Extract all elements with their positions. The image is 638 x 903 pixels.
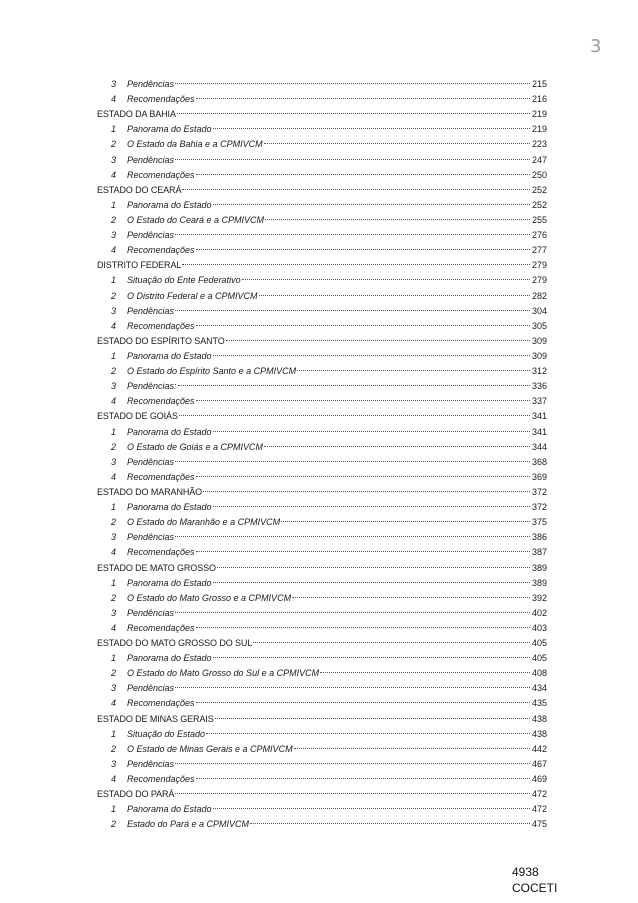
toc-entry-number: 2 — [111, 366, 117, 377]
toc-page-number: 282 — [531, 290, 547, 301]
toc-dot-leader — [206, 722, 530, 734]
toc-page-number: 305 — [531, 320, 547, 331]
toc-entry-number: 4 — [111, 169, 117, 180]
toc-dot-leader — [196, 540, 530, 552]
toc-page-number: 475 — [531, 819, 547, 830]
toc-page-number: 336 — [531, 381, 547, 392]
document-stamp — [512, 864, 557, 896]
toc-entry-label: Panorama do Estado — [127, 426, 212, 437]
toc-entry-number: 3 — [111, 230, 117, 241]
toc-dot-leader — [196, 238, 530, 250]
toc-dot-leader — [292, 586, 530, 598]
toc-dot-leader — [175, 223, 530, 235]
toc-page-number: 216 — [531, 94, 547, 105]
toc-dot-leader — [281, 510, 530, 522]
toc-entry-number: 4 — [111, 396, 117, 407]
toc-entry-label: ESTADO DO ESPÍRITO SANTO — [97, 335, 225, 346]
toc-entry-label: Panorama do Estado — [127, 577, 212, 588]
toc-page-number: 279 — [531, 275, 547, 286]
toc-entry-number: 3 — [111, 381, 117, 392]
toc-entry-label: O Estado de Minas Gerais e a CPMIVCM — [127, 743, 293, 754]
toc-entry-label: Pendências — [127, 230, 175, 241]
toc-entry-number: 2 — [111, 592, 117, 603]
toc-entry-number: 2 — [111, 517, 117, 528]
toc-entry-label: O Distrito Federal e a CPMIVCM — [127, 290, 258, 301]
toc-dot-leader — [213, 571, 530, 583]
toc-dot-leader — [196, 767, 530, 779]
toc-page-number: 369 — [531, 471, 547, 482]
toc-dot-leader — [196, 314, 530, 326]
toc-page-number: 375 — [531, 517, 547, 528]
toc-entry-label: Pendências — [127, 532, 175, 543]
toc-entry-number: 2 — [111, 139, 117, 150]
toc-entry-number: 3 — [111, 456, 117, 467]
toc-page-number: 387 — [531, 547, 547, 558]
toc-entry-label: O Estado de Goiás e a CPMIVCM — [127, 441, 264, 452]
toc-dot-leader — [179, 404, 530, 416]
toc-entry-number: 1 — [111, 350, 117, 361]
toc-dot-leader — [265, 208, 530, 220]
toc-entry-label: Recomendações — [127, 622, 195, 633]
toc-dot-leader — [196, 465, 530, 477]
toc-dot-leader — [175, 148, 530, 160]
toc-page-number: 276 — [531, 230, 547, 241]
toc-dot-leader — [264, 435, 530, 447]
toc-entry-label: ESTADO DO PARÁ — [97, 789, 175, 800]
toc-entry-number: 2 — [111, 214, 117, 225]
toc-dot-leader — [297, 359, 530, 371]
toc-page-number: 312 — [531, 366, 547, 377]
toc-entry-number: 4 — [111, 622, 117, 633]
toc-entry-label: Pendências — [127, 79, 175, 89]
toc-dot-leader — [196, 616, 530, 628]
toc-page-number: 438 — [531, 728, 547, 739]
toc-page-number: 469 — [531, 774, 547, 785]
toc-entry-number: 4 — [111, 774, 117, 785]
toc-dot-leader — [175, 450, 530, 462]
table-of-contents — [97, 75, 547, 830]
toc-page-number: 344 — [531, 441, 547, 452]
toc-entry-number: 3 — [111, 305, 117, 316]
toc-dot-leader — [182, 253, 530, 265]
toc-entry-label: Pendências — [127, 607, 175, 618]
toc-entry-number: 2 — [111, 290, 117, 301]
toc-entry-label: Panorama do Estado — [127, 804, 212, 815]
toc-page-number: 247 — [531, 154, 547, 165]
toc-entry-label: Pendências: — [127, 381, 177, 392]
toc-dot-leader — [242, 268, 530, 280]
toc-entry-number: 4 — [111, 698, 117, 709]
toc-entry-label: O Estado do Mato Grosso e a CPMIVCM — [127, 592, 292, 603]
toc-entry-number: 1 — [111, 275, 117, 286]
toc-entry-number: 3 — [111, 532, 117, 543]
toc-dot-leader — [213, 117, 530, 129]
toc-dot-leader — [175, 601, 530, 613]
toc-entry-label: ESTADO DO MATO GROSSO DO SUL — [97, 638, 253, 649]
toc-entry-label: Recomendações — [127, 698, 195, 709]
toc-page-number: 223 — [531, 139, 547, 150]
toc-page-number: 392 — [531, 592, 547, 603]
toc-entry-label: O Estado da Bahia e a CPMIVCM — [127, 139, 263, 150]
toc-page-number: 405 — [531, 638, 547, 649]
toc-entry-number: 1 — [111, 199, 117, 210]
toc-dot-leader — [196, 389, 530, 401]
toc-entry-label: ESTADO DE MINAS GERAIS — [97, 713, 214, 724]
toc-page-number: 368 — [531, 456, 547, 467]
toc-entry-number: 1 — [111, 804, 117, 815]
toc-page-number: 337 — [531, 396, 547, 407]
toc-dot-leader — [196, 87, 530, 99]
toc-entry-label: O Estado do Maranhão e a CPMIVCM — [127, 517, 281, 528]
toc-dot-leader — [175, 752, 530, 764]
toc-page-number: 277 — [531, 245, 547, 256]
toc-entry-label: Panorama do Estado — [127, 124, 212, 135]
toc-entry-number: 3 — [111, 683, 117, 694]
toc-page-number: 219 — [531, 109, 547, 120]
toc-entry-label: ESTADO DO MARANHÃO — [97, 486, 203, 497]
toc-dot-leader — [175, 676, 530, 688]
toc-entry-number: 2 — [111, 743, 117, 754]
toc-page-number: 309 — [531, 350, 547, 361]
toc-dot-leader — [320, 661, 530, 673]
toc-dot-leader — [175, 299, 530, 311]
toc-entry-number: 1 — [111, 124, 117, 135]
toc-dot-leader — [196, 163, 530, 175]
toc-entry-label: Recomendações — [127, 547, 195, 558]
toc-page-number: 255 — [531, 214, 547, 225]
toc-entry-number: 3 — [111, 154, 117, 165]
toc-dot-leader — [213, 420, 530, 432]
toc-page-number: 472 — [531, 789, 547, 800]
toc-page-number: 341 — [531, 411, 547, 422]
toc-page-number: 402 — [531, 607, 547, 618]
toc-dot-leader — [226, 329, 530, 341]
stamp-office: COCETI — [512, 881, 558, 895]
toc-page-number: 472 — [531, 804, 547, 815]
toc-page-number: 372 — [531, 502, 547, 513]
toc-entry-number: 1 — [111, 426, 117, 437]
toc-dot-leader — [250, 812, 530, 824]
toc-entry-label: Panorama do Estado — [127, 653, 212, 664]
toc-entry-number: 1 — [111, 728, 117, 739]
toc-entry-number: 4 — [111, 471, 117, 482]
toc-entry-number: 3 — [111, 79, 117, 89]
stamp-page-id: 4938 — [512, 865, 539, 879]
toc-page-number: 438 — [531, 713, 547, 724]
toc-entry-label: ESTADO DE MATO GROSSO — [97, 562, 216, 573]
toc-entry-label: O Estado do Espírito Santo e a CPMIVCM — [127, 366, 297, 377]
toc-entry-number: 4 — [111, 245, 117, 256]
toc-entry-number: 2 — [111, 668, 117, 679]
toc-entry-label: Panorama do Estado — [127, 199, 212, 210]
toc-entry-number: 1 — [111, 502, 117, 513]
toc-page-number: 304 — [531, 305, 547, 316]
toc-dot-leader — [213, 646, 530, 658]
toc-page-number: 252 — [531, 199, 547, 210]
toc-entry-label: Recomendações — [127, 774, 195, 785]
toc-dot-leader — [175, 782, 530, 794]
toc-dot-leader — [177, 102, 530, 114]
toc-subentry[interactable] — [97, 815, 547, 830]
toc-entry-label: Recomendações — [127, 320, 195, 331]
toc-page-number: 215 — [531, 79, 547, 89]
toc-dot-leader — [196, 691, 530, 703]
toc-entry-label: Situação do Ente Federativo — [127, 275, 241, 286]
toc-entry-number: 4 — [111, 547, 117, 558]
toc-entry-label: Pendências — [127, 683, 175, 694]
toc-entry-label: ESTADO DE GOIÁS — [97, 411, 178, 422]
toc-page-number: 408 — [531, 668, 547, 679]
toc-entry-label: ESTADO DO CEARÁ — [97, 184, 182, 195]
toc-page-number: 279 — [531, 260, 547, 271]
toc-page-number: 467 — [531, 758, 547, 769]
toc-dot-leader — [175, 72, 530, 84]
toc-dot-leader — [175, 525, 530, 537]
toc-dot-leader — [259, 284, 530, 296]
toc-page-number: 389 — [531, 577, 547, 588]
toc-dot-leader — [217, 556, 530, 568]
toc-entry-label: ESTADO DA BAHIA — [97, 109, 176, 120]
toc-dot-leader — [215, 707, 530, 719]
toc-entry-label: Recomendações — [127, 94, 195, 105]
toc-page-number: 386 — [531, 532, 547, 543]
toc-entry-number: 1 — [111, 577, 117, 588]
toc-entry-number: 4 — [111, 94, 117, 105]
toc-entry-label: Recomendações — [127, 169, 195, 180]
toc-entry-number: 4 — [111, 320, 117, 331]
toc-page-number: 341 — [531, 426, 547, 437]
toc-dot-leader — [213, 193, 530, 205]
toc-page-number: 309 — [531, 335, 547, 346]
toc-entry-label: O Estado do Ceará e a CPMIVCM — [127, 214, 265, 225]
toc-dot-leader — [203, 480, 530, 492]
toc-entry-label: O Estado do Mato Grosso do Sul e a CPMIVCM — [127, 668, 320, 679]
toc-page-number: 372 — [531, 486, 547, 497]
toc-dot-leader — [213, 344, 530, 356]
toc-dot-leader — [182, 178, 530, 190]
toc-page-number: 442 — [531, 743, 547, 754]
toc-entry-label: Panorama do Estado — [127, 502, 212, 513]
toc-entry-label: Pendências — [127, 305, 175, 316]
toc-entry-number: 2 — [111, 819, 117, 830]
toc-page-number: 434 — [531, 683, 547, 694]
toc-entry-label: Pendências — [127, 758, 175, 769]
toc-page-number: 252 — [531, 184, 547, 195]
toc-entry-label: Situação do Estado — [127, 728, 206, 739]
toc-page-number: 219 — [531, 124, 547, 135]
toc-page-number: 405 — [531, 653, 547, 664]
toc-entry-number: 2 — [111, 441, 117, 452]
toc-dot-leader — [264, 132, 530, 144]
toc-entry-label: Pendências — [127, 154, 175, 165]
toc-dot-leader — [294, 737, 530, 749]
toc-entry-label: Estado do Pará e a CPMIVCM — [127, 819, 250, 830]
toc-page-number: 435 — [531, 698, 547, 709]
toc-dot-leader — [178, 374, 530, 386]
toc-page-number: 250 — [531, 169, 547, 180]
toc-entry-number: 3 — [111, 607, 117, 618]
toc-page-number: 389 — [531, 562, 547, 573]
page-number: 3 — [590, 36, 602, 57]
toc-entry-label: Panorama do Estado — [127, 350, 212, 361]
toc-entry-label: Recomendações — [127, 245, 195, 256]
toc-page-number: 403 — [531, 622, 547, 633]
toc-entry-label: DISTRITO FEDERAL — [97, 260, 182, 271]
toc-entry-number: 1 — [111, 653, 117, 664]
toc-entry-label: Recomendações — [127, 396, 195, 407]
toc-entry-label: Recomendações — [127, 471, 195, 482]
toc-entry-label: Pendências — [127, 456, 175, 467]
toc-dot-leader — [213, 797, 530, 809]
toc-entry-number: 3 — [111, 758, 117, 769]
toc-dot-leader — [253, 631, 530, 643]
toc-dot-leader — [213, 495, 530, 507]
